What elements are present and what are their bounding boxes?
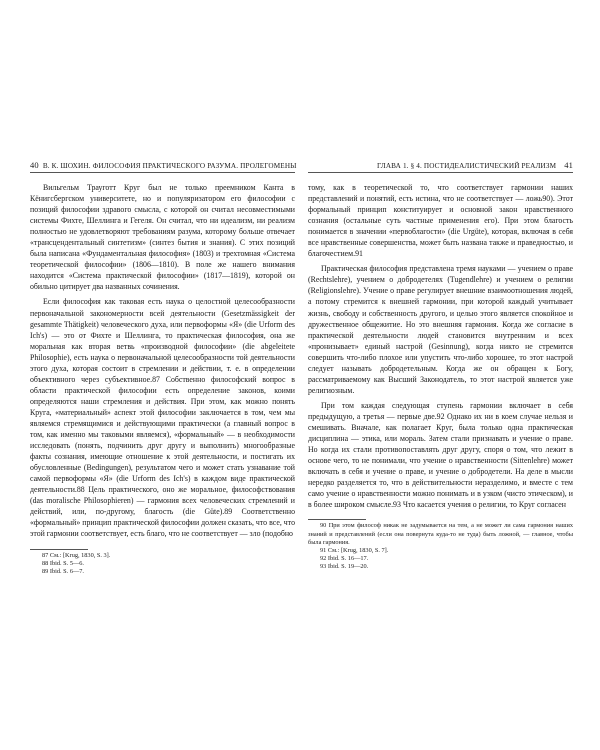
body-text xyxy=(308,182,573,510)
paragraph: тому, как в теоретической то, что соответствует гармонии наших представлений и понятий, есть истина, что не соответствует — ложь90). Этот формальный принцип конституирует и основной закон нравственного сознания (остальные суть частные применения его). При этом благость понимается в значении «первоблагости» (die Urgüte), которая, включая в себя все нравственные совершенства, может быть названа также и праведностью, и благочестием.91 xyxy=(308,183,573,259)
running-head-title: В. К. ШОХИН. ФИЛОСОФИЯ ПРАКТИЧЕСКОГО РАЗУМА. ПРОЛЕГОМЕНЫ xyxy=(42,162,297,170)
footnotes xyxy=(308,522,573,571)
running-header xyxy=(30,160,295,173)
paragraph: Практическая философия представлена тремя науками — учением о праве (Rechtslehre), учением о добродетелях (Tugendlehre) и учением о религии (Religionslehre). Учение о праве регулирует внешние взаимоотношения людей, а потому стремится к внешней гармонии, при которой каждый учитывает жизнь, свободу и собственность другого, и целью этого является спокойное и дружественное общежитие. Но это внешняя гармония. Когда же согласие в практической деятельности людей становится внутренним и всех «пронизывает» единый настрой (Gesinnung), когда никто не стремится совершить что-либо плохое или упустить что-либо хорошее, то этот настрой следует называть добродетельным. Когда же он обращен к Богу, рассматриваемому как Высший Законодатель, то этот настрой является уже религиозным. xyxy=(308,264,573,395)
footnote: 88 Ibid. S. 5—6. xyxy=(42,559,84,567)
footnote: 90 При этом философ никак не задумывается на тем, а не может ли сама гармония наших знаний и представлений (если она повернута куда-то не туда) быть ложной, — главное, чтобы была гармония. xyxy=(308,522,573,546)
body-text xyxy=(30,182,295,540)
footnote-divider xyxy=(30,549,88,550)
left-page xyxy=(30,160,295,576)
footnote: 87 См.: [Krug, 1830, S. 3]. xyxy=(42,551,111,559)
footnotes xyxy=(30,552,295,577)
paragraph: Если философия как таковая есть наука о целостной целесообразности первоначальной закономерности всей деятельности (Gesetzmässigkeit der gesammte Thätigkeit) человеческого духа, или первоформы «Я» (die Urform des Ich's) — это от Фихте и Шеллинга, то практическая философия, она же моральная как вторая ветвь «производной философии» (die abgeleitete Philosophie), есть наука о первоначальной целесообразности той деятельности этого духа, которая состоит в стремлении и действии, т. е. в определении объективного через субъективное.87 Собственно философский вопрос в области практической философии есть определение законов, коими определяются наши стремления и действия. При этом, как можно понять Круга, «материальный» аспект этой философии заключается в том, чем мы являемся стремящимися и действующими практически (а главный вопрос в том, как именно мы таковыми являемся), «формальный» — в необходимости исследовать (понять, подчинить друг другу и выполнить) многообразные факты сознания, имеющие отношение к этой деятельности, и постигать их обусловленные (Bedingungen), результатом чего и может стать узнавание той самой первоформы «Я» (die Urform des Ich's) в каждом виде практической деятельности.88 Цель практического, оно же моральное, философствования (das moralische Philosophieren) — гармония всех человеческих стремлений и действий, или, по-другому, благость (die Güte).89 Соответственно «формальный» принцип практической философии должен сказать, что все, что этой гармонии соответствует, есть благо, что не соответствует — зло (подобно xyxy=(30,297,295,539)
running-header xyxy=(308,160,573,173)
footnote: 92 Ibid. S. 16—17. xyxy=(320,555,369,563)
paragraph: Вильгельм Трауготт Круг был не только преемником Канта в Кёнигсбергском университете, но и популяризатором его философии с позиций философии здравого смысла, с которой он считал несовместимыми системы Фихте, Шеллинга и Гегеля. Он считал, что ни идеализм, ни реализм полностью не удовлетворяют требованиям разума, которому больше отвечает «трансцендентальный синтетизм» (синтез бытия и знания). С этих позиций была написана «Фундаментальная философия» (1803) и трехтомная «Система теоретической философии» (1806—1810). В поле же нашего внимания находится «Система практической философии» (1817—1819), которой он обильно цитирует два названных сочинения. xyxy=(30,183,295,292)
footnote: 89 Ibid. S. 6—7. xyxy=(42,567,84,575)
footnote-divider xyxy=(308,519,366,520)
page-number: 41 xyxy=(564,160,573,170)
paragraph: При том каждая следующая ступень гармонии включает в себя предыдущую, а третья — первые две.92 Однако их ни в коем случае нельзя и смешивать. Вначале, как полагает Круг, была только одна практическая дисциплина — этика, или мораль. Затем стали признавать и учение о праве. Но когда их стали противопоставлять друг другу, споря о том, что лежит в основе чего, то не понимали, что учение о нравственности (Sittenlehre) может включать в себя и учение о праве, и учение о добродетели. На деле в мысли нередко разделяется то, что в действительности неразделимо, и вместе с тем само учение о нравственности можно понимать и в узком (чисто этическом), и в более широком смысле.93 Что касается учения о религии, то Круг согласен xyxy=(308,400,573,510)
page-number: 40 xyxy=(30,160,39,170)
right-page xyxy=(308,160,573,572)
running-head-title: ГЛАВА 1. § 4. ПОСТИДЕАЛИСТИЧЕСКИЙ РЕАЛИЗМ xyxy=(377,162,557,170)
footnote: 93 Ibid. S. 19—20. xyxy=(320,563,369,571)
footnote: 91 См.: [Krug, 1830, S. 7]. xyxy=(320,546,389,554)
